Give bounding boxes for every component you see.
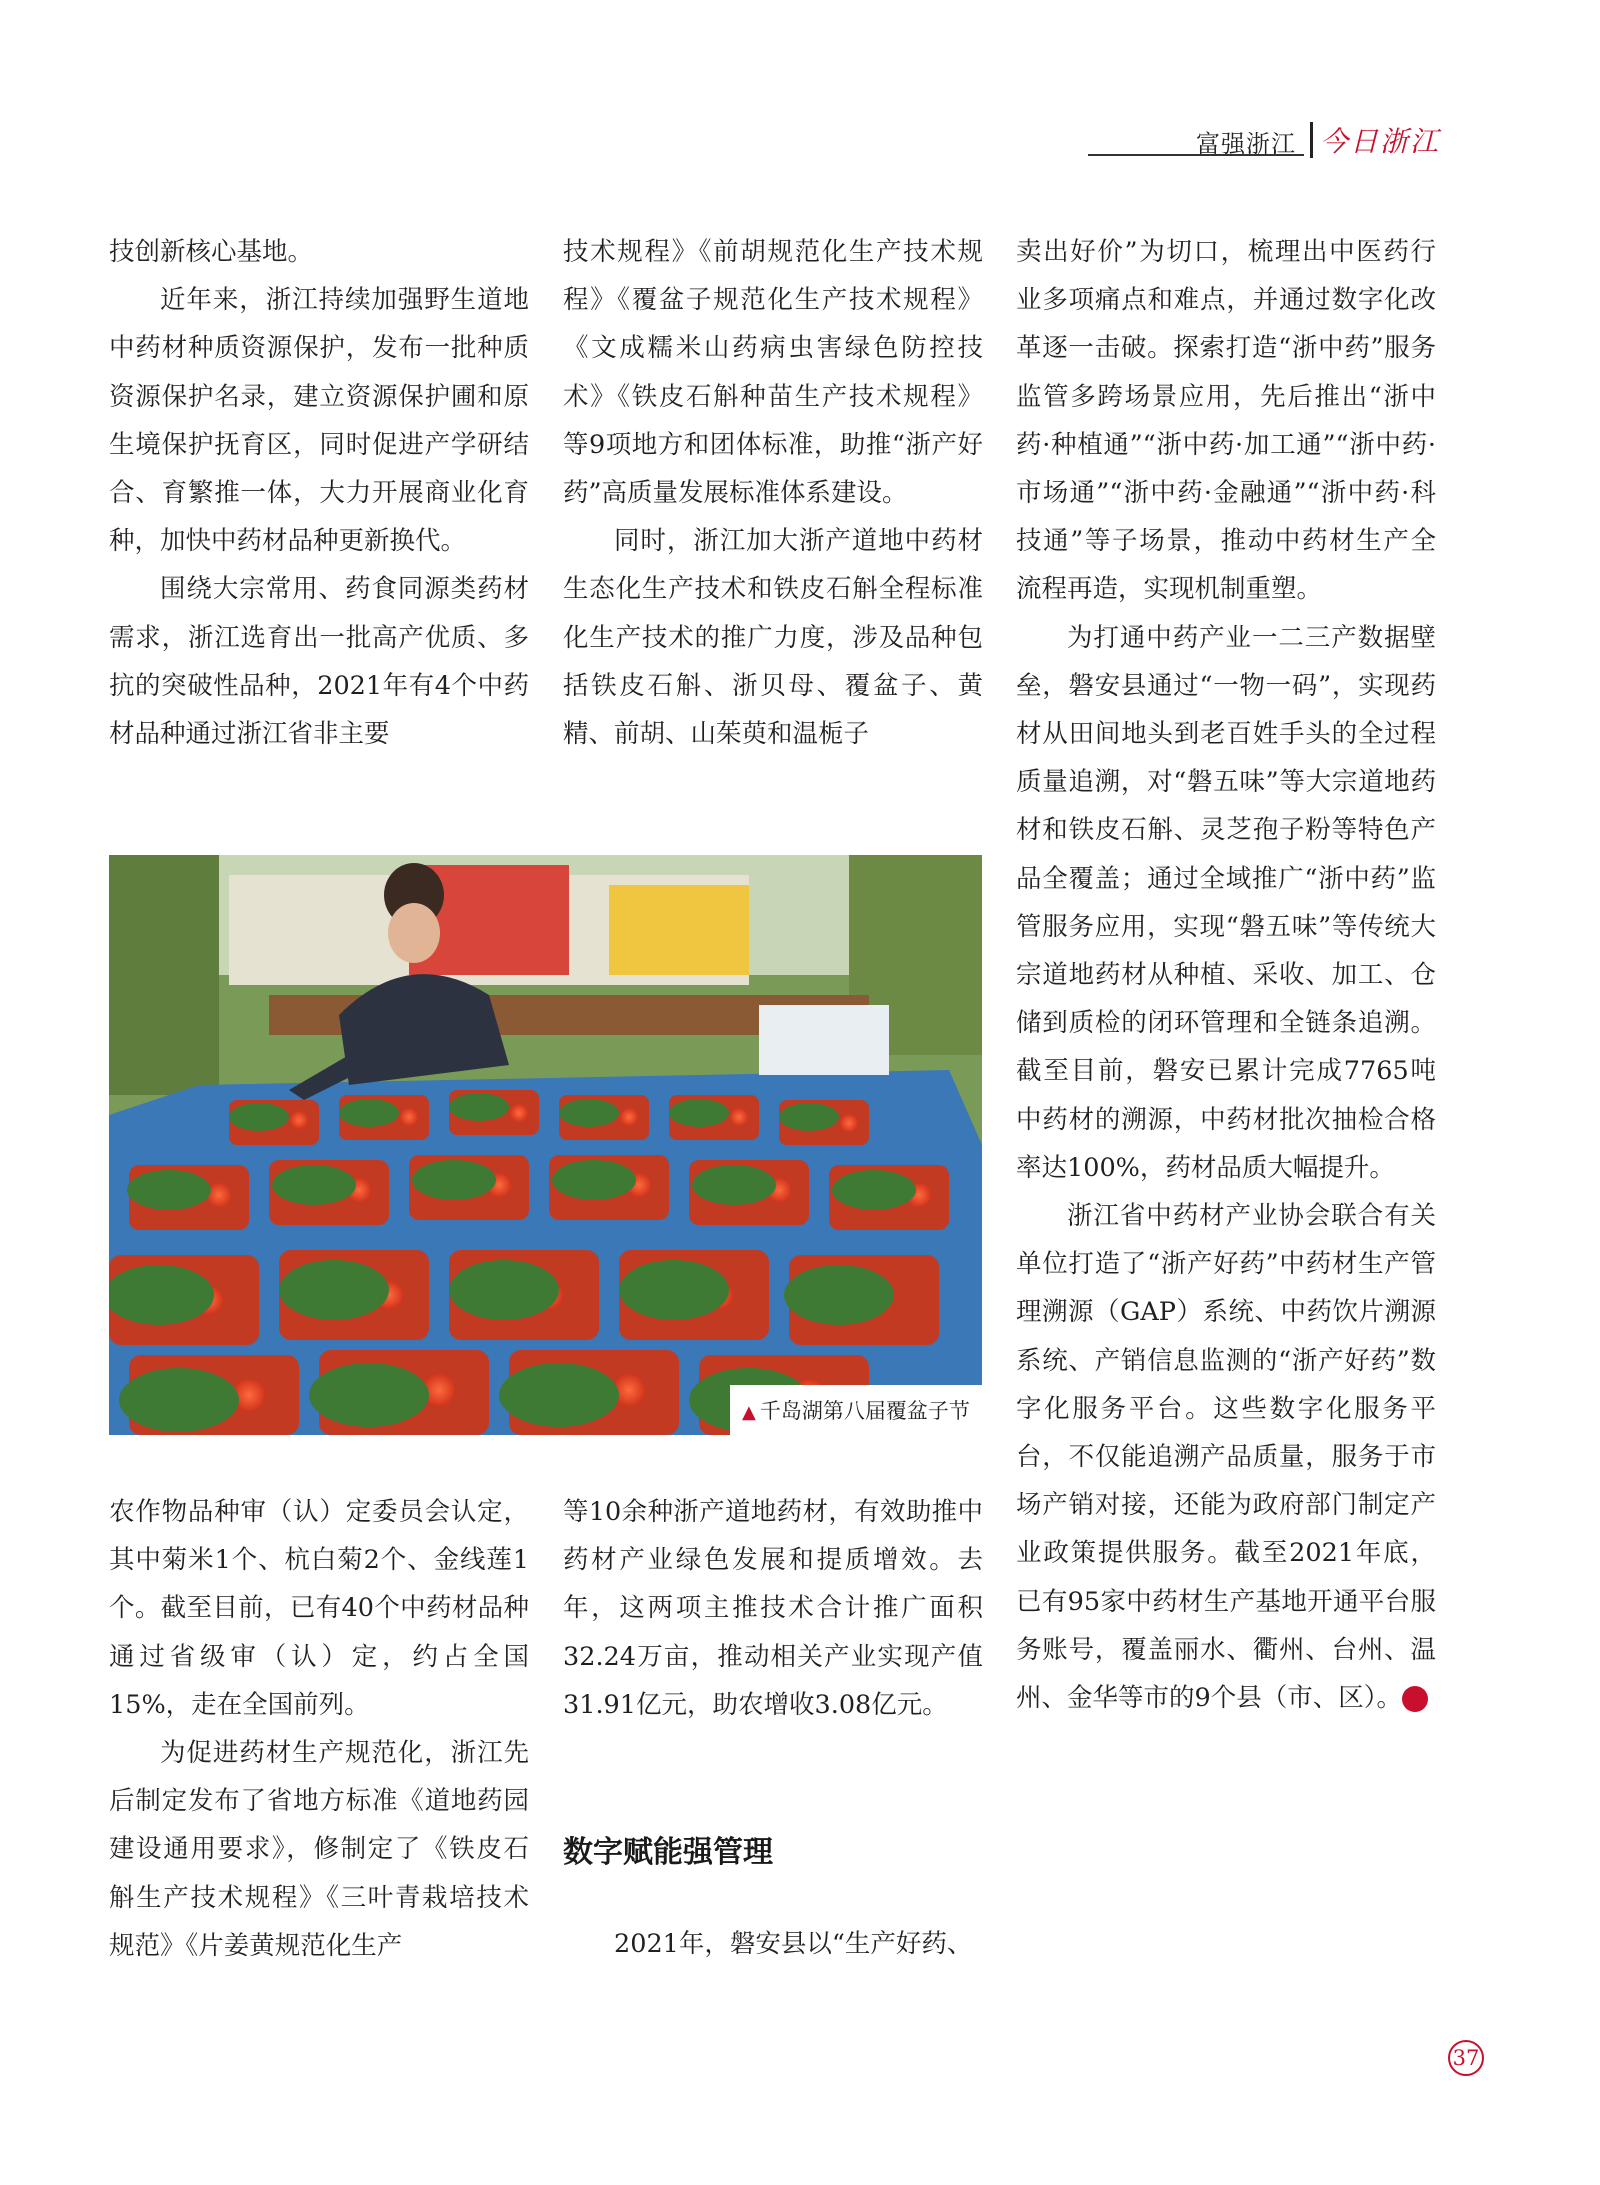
column-2-bottom (563, 1488, 983, 1729)
paragraph: 农作物品种审（认）定委员会认定，其中菊米1个、杭白菊2个、金线莲1个。截至目前，已有40个中药材品种通过省级审（认）定，约占全国15%，走在全国前列。 (109, 1497, 529, 1720)
paragraph: 近年来，浙江持续加强野生道地中药材种质资源保护，发布一批种质资源保护名录，建立资源保护圃和原生境保护抚育区，同时促进产学研结合、育繁推一体，大力开展商业化育种，加快中药材品种更新换代。 (109, 285, 529, 557)
page-number: 37 (1448, 2040, 1484, 2076)
paragraph: 为打通中药产业一二三产数据壁垒，磐安县通过“一物一码”，实现药材从田间地头到老百姓手头的全过程质量追溯，对“磐五味”等大宗道地药材和铁皮石斛、灵芝孢子粉等特色产品全覆盖；通过全域推广“浙中药”监管服务应用，实现“磐五味”等传统大宗道地药材从种植、采收、加工、仓储到质检的闭环管理和全链条追溯。截至目前，磐安已累计完成7765吨中药材的溯源，中药材批次抽检合格率达100%，药材品质大幅提升。 (1016, 622, 1436, 1183)
paragraph: 技术规程》《前胡规范化生产技术规程》《覆盆子规范化生产技术规程》《文成糯米山药病虫害绿色防控技术》《铁皮石斛种苗生产技术规程》等9项地方和团体标准，助推“浙产好药”高质量发展标准体系建设。 (563, 237, 983, 509)
caption-triangle-icon: ▲ (742, 1402, 756, 1423)
column-1-top (109, 228, 529, 758)
festival-photo (109, 855, 982, 1435)
column-2-top (563, 228, 983, 758)
header-separator (1310, 122, 1313, 158)
raspberry-stall-illustration (109, 855, 982, 1435)
paragraph: 浙江省中药材产业协会联合有关单位打造了“浙产好药”中药材生产管理溯源（GAP）系统、中药饮片溯源系统、产销信息监测的“浙产好药”数字化服务平台。这些数字化服务平台，不仅能追溯产品质量，服务于市场产销对接，还能为政府部门制定产业政策提供服务。截至2021年底，已有95家中药材生产基地开通平台服务账号，覆盖丽水、衢州、台州、温州、金华等市的9个县（市、区）。 今 (1016, 1201, 1467, 1714)
column-1-bottom (109, 1488, 529, 1970)
photo-caption (730, 1385, 982, 1435)
photo-caption-text: 千岛湖第八届覆盆子节 (759, 1399, 970, 1423)
paragraph: 2021年，磐安县以“生产好药、 (614, 1929, 973, 1959)
header-section-title: 富强浙江 (1196, 130, 1296, 158)
paragraph: 围绕大宗常用、药食同源类药材需求，浙江选育出一批高产优质、多抗的突破性品种，2021年有4个中药材品种通过浙江省非主要 (109, 574, 529, 750)
paragraph: 等10余种浙产道地药材，有效助推中药材产业绿色发展和提质增效。去年，这两项主推技术合计推广面积32.24万亩，推动相关产业实现产值31.91亿元，助农增收3.08亿元。 (563, 1497, 983, 1720)
paragraph: 同时，浙江加大浙产道地中药材生态化生产技术和铁皮石斛全程标准化生产技术的推广力度，涉及品种包括铁皮石斛、浙贝母、覆盆子、黄精、前胡、山茱萸和温栀子 (563, 526, 983, 750)
column-3 (1016, 228, 1467, 1722)
magazine-logo: 今日浙江 (1320, 125, 1441, 158)
paragraph: 技创新核心基地。 (109, 237, 314, 267)
paragraph: 为促进药材生产规范化，浙江先后制定发布了省地方标准《道地药园建设通用要求》，修制定了《铁皮石斛生产技术规程》《三叶青栽培技术规范》《片姜黄规范化生产 (109, 1738, 529, 1961)
paragraph: 卖出好价”为切口，梳理出中医药行业多项痛点和难点，并通过数字化改革逐一击破。探索打造“浙中药”服务监管多跨场景应用，先后推出“浙中药·种植通”“浙中药·加工通”“浙中药·市场通”“浙中药·金融通”“浙中药·科技通”等子场景，推动中药材生产全流程再造，实现机制重塑。 (1016, 237, 1436, 605)
end-of-article-icon: 今 (1402, 1686, 1428, 1712)
section-subheading: 数字赋能强管理 (563, 1835, 773, 1870)
column-2-after-heading (563, 1920, 983, 1968)
